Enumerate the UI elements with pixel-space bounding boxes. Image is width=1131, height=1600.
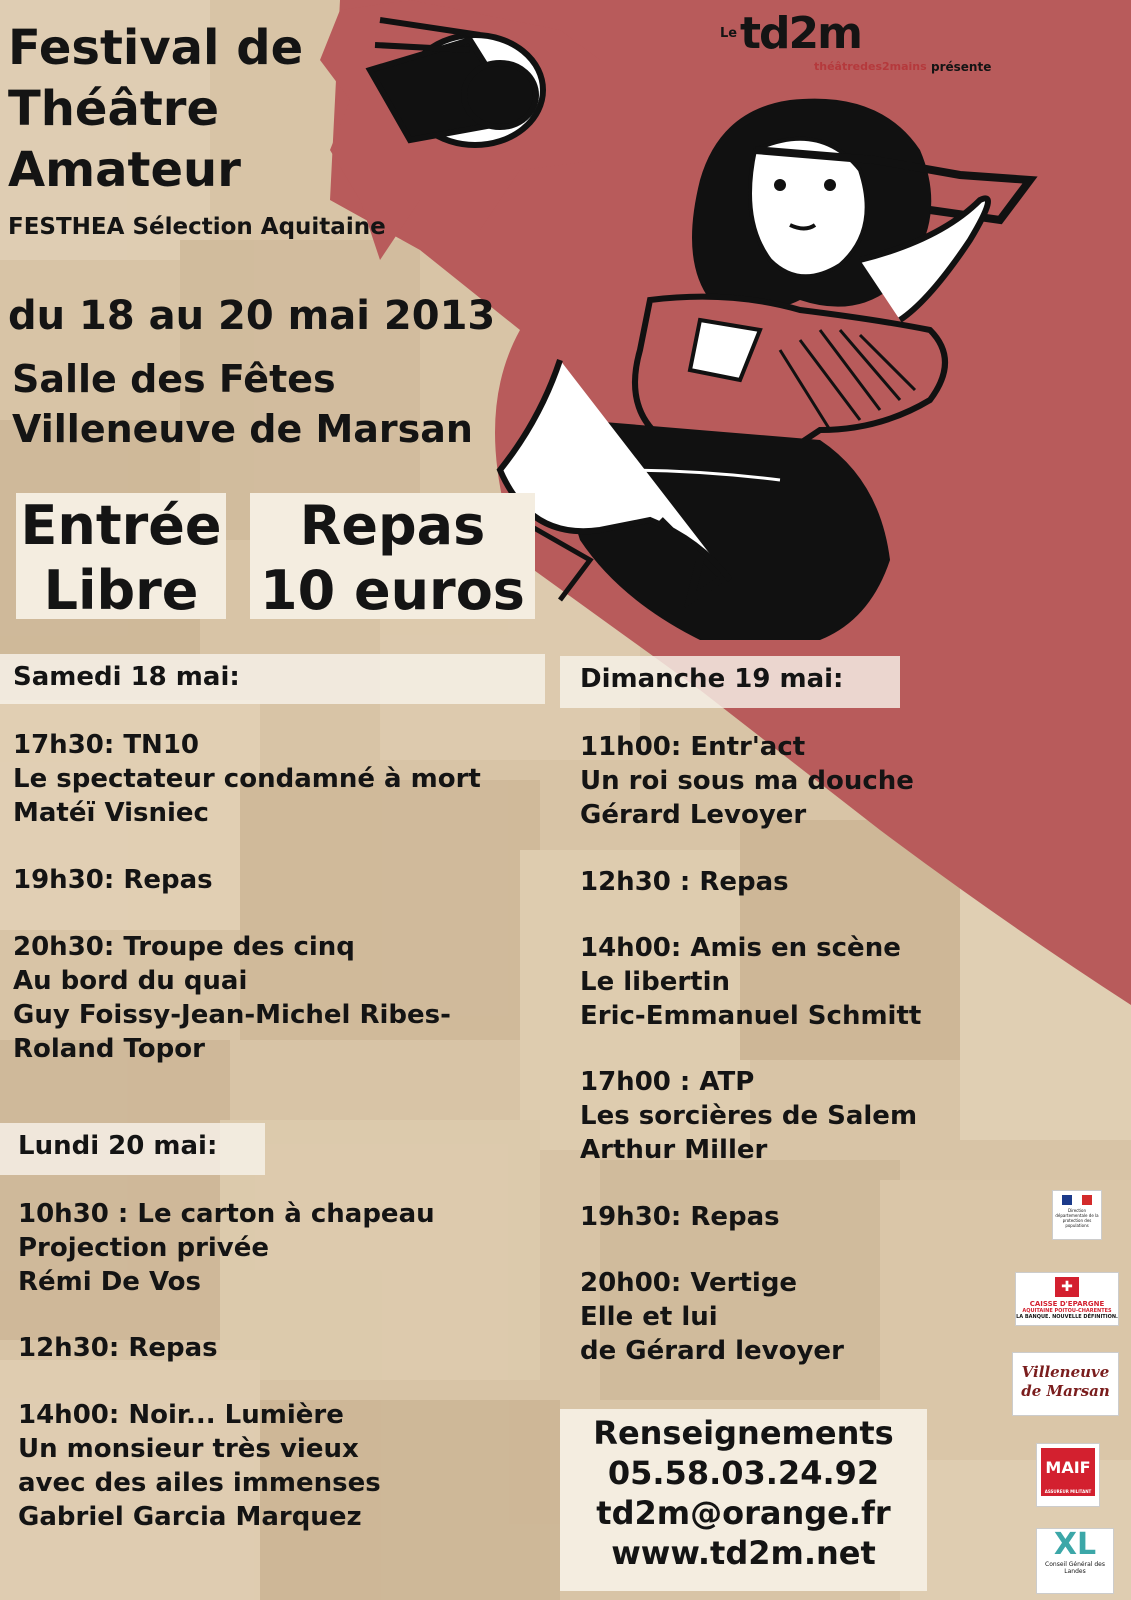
sponsor-ddpp: Direction départementale de la protection des populations	[1052, 1190, 1102, 1240]
saturday-heading: Samedi 18 mai:	[13, 662, 240, 692]
spotlight-lamp-icon	[370, 20, 543, 145]
sunday-slot-6: 20h00: Vertige Elle et lui de Gérard levoyer	[580, 1268, 844, 1366]
contact-phone[interactable]: 05.58.03.24.92	[607, 1454, 880, 1492]
sponsor-caisse-epargne: ✚ CAISSE D'EPARGNE AQUITAINE POITOU-CHARENTES LA BANQUE. NOUVELLE DÉFINITION.	[1015, 1272, 1119, 1326]
festival-subtitle: FESTHEA Sélection Aquitaine	[8, 214, 386, 240]
sunday-slot-1: 11h00: Entr'act Un roi sous ma douche Gérard Levoyer	[580, 732, 914, 830]
sunday-slot-4: 17h00 : ATP Les sorcières de Salem Arthur Miller	[580, 1067, 918, 1165]
contact-box	[560, 1409, 927, 1591]
monday-slot-2: 12h30: Repas	[18, 1333, 218, 1363]
sponsor-villeneuve-logo: Villeneuve de Marsan	[1012, 1352, 1119, 1416]
sunday-slot-2: 12h30 : Repas	[580, 867, 789, 897]
sunday-slot-5: 19h30: Repas	[580, 1202, 780, 1232]
sponsor-maif: MAIF ASSUREUR MILITANT	[1036, 1443, 1100, 1507]
saturday-slot-2: 19h30: Repas	[13, 865, 213, 895]
td2m-logo: Le td2m théâtredes2mains présente	[720, 8, 992, 74]
festival-title: Festival de Théâtre Amateur	[8, 20, 304, 198]
contact-heading: Renseignements	[593, 1414, 894, 1452]
free-entry-badge: Entrée Libre	[16, 493, 226, 619]
monday-heading: Lundi 20 mai:	[18, 1131, 218, 1161]
meal-price-badge: Repas 10 euros	[250, 493, 535, 619]
festival-venue: Salle des Fêtes Villeneuve de Marsan	[12, 357, 473, 451]
monday-slot-1: 10h30 : Le carton à chapeau Projection privée Rémi De Vos	[18, 1199, 435, 1297]
contact-website[interactable]: www.td2m.net	[611, 1534, 876, 1572]
saturday-slot-1: 17h30: TN10 Le spectateur condamné à mort Matéï Visniec	[13, 730, 481, 828]
sponsor-landes: XL Conseil Général des Landes	[1036, 1528, 1114, 1594]
sunday-heading: Dimanche 19 mai:	[580, 664, 844, 694]
festival-dates: du 18 au 20 mai 2013	[8, 293, 496, 339]
sunday-slot-3: 14h00: Amis en scène Le libertin Eric-Emmanuel Schmitt	[580, 933, 922, 1031]
squirrel-logo-icon: ✚	[1055, 1277, 1079, 1297]
saturday-slot-3: 20h30: Troupe des cinq Au bord du quai Guy Foissy-Jean-Michel Ribes- Roland Topor	[13, 932, 451, 1064]
monday-slot-3: 14h00: Noir... Lumière Un monsieur très vieux avec des ailes immenses Gabriel Garcia Marquez	[18, 1400, 381, 1532]
marianne-flag-icon	[1062, 1195, 1092, 1205]
contact-email[interactable]: td2m@orange.fr	[596, 1494, 891, 1532]
